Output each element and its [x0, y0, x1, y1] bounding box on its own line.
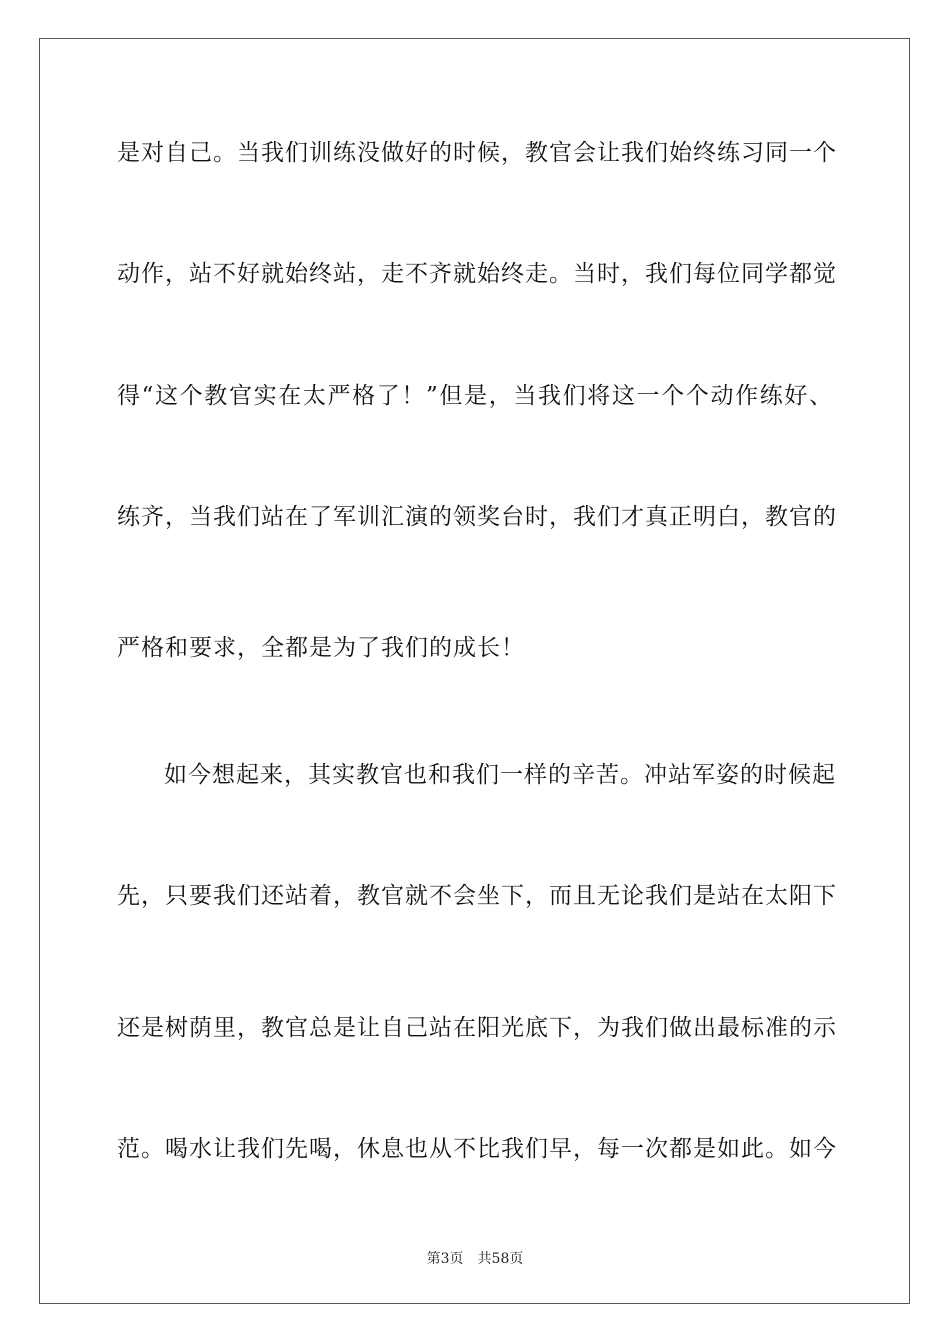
page-number: 第3页	[426, 1251, 464, 1267]
page-frame	[39, 38, 910, 1304]
paragraph-line: 还是树荫里，教官总是让自己站在阳光底下，为我们做出最标准的示	[117, 1015, 837, 1041]
paragraph-line: 练齐，当我们站在了军训汇演的领奖台时，我们才真正明白，教官的	[117, 504, 837, 530]
page-footer	[0, 1248, 950, 1268]
paragraph-line: 如今想起来，其实教官也和我们一样的辛苦。冲站军姿的时候起	[164, 762, 836, 788]
paragraph-line: 先，只要我们还站着，教官就不会坐下，而且无论我们是站在太阳下	[117, 883, 837, 909]
paragraph-line: 得“这个教官实在太严格了！”但是，当我们将这一个个动作练好、	[117, 383, 833, 409]
paragraph-line: 严格和要求，全都是为了我们的成长！	[117, 635, 525, 661]
paragraph-line: 是对自己。当我们训练没做好的时候，教官会让我们始终练习同一个	[117, 140, 837, 166]
paragraph-line: 范。喝水让我们先喝，休息也从不比我们早，每一次都是如此。如今	[117, 1136, 837, 1162]
page-total: 共58页	[477, 1251, 524, 1267]
paragraph-line: 动作，站不好就始终站，走不齐就始终走。当时，我们每位同学都觉	[117, 261, 837, 287]
